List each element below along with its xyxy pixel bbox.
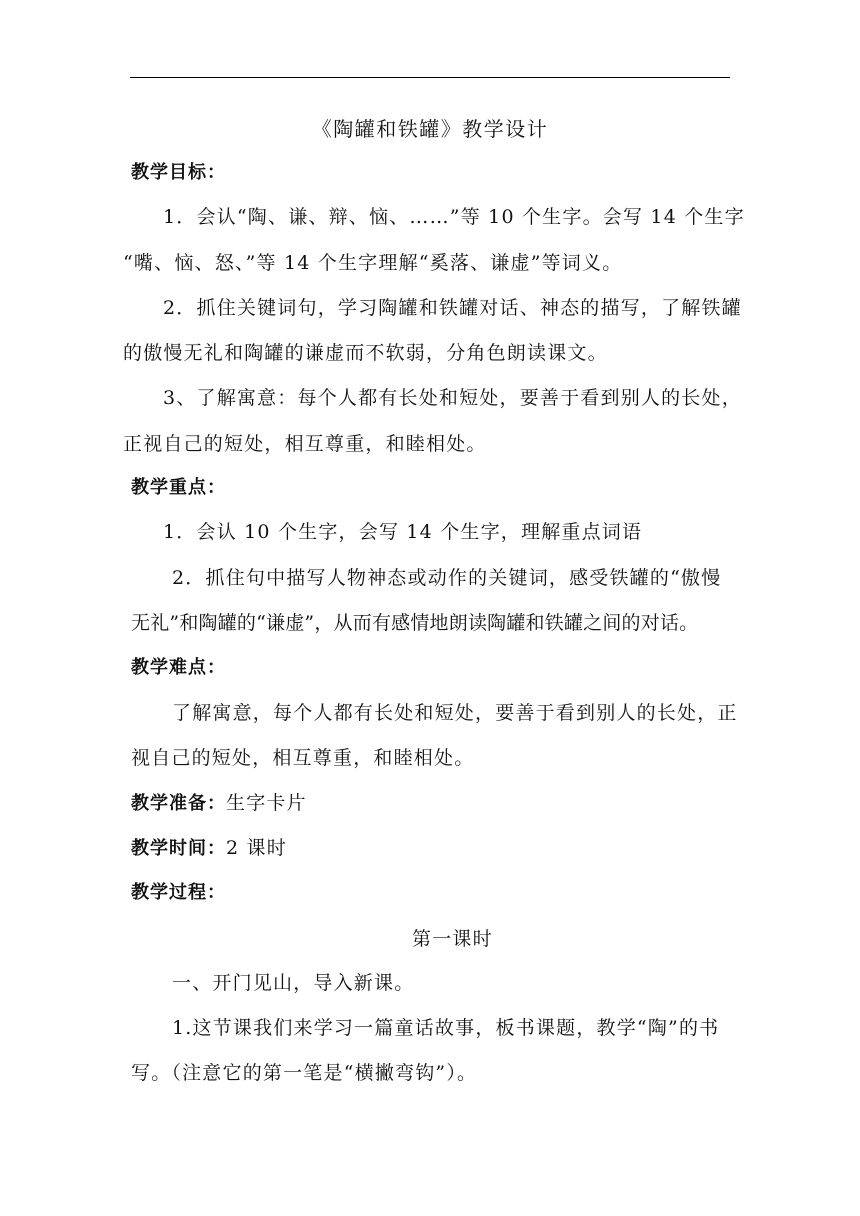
difficulties-heading: 教学难点： — [131, 657, 226, 678]
process-heading: 教学过程： — [131, 882, 226, 903]
difficulty-line-2: 视自己的短处，相互尊重，和睦相处。 — [131, 747, 475, 769]
goal-2-line-2: 的傲慢无礼和陶罐的谦虚而不软弱，分角色朗读课文。 — [123, 342, 608, 364]
goals-heading: 教学目标： — [131, 162, 226, 183]
key-point-2-line-2: 无礼”和陶罐的“谦虚”，从而有感情地朗读陶罐和铁罐之间的对话。 — [131, 612, 699, 634]
preparation-label: 教学准备： — [131, 793, 226, 814]
preparation-row — [131, 791, 307, 816]
time-row — [131, 836, 287, 861]
header-rule — [130, 77, 730, 78]
step-1-line-1: 1.这节课我们来学习一篇童话故事，板书课题，教学“陶”的书 — [172, 1017, 720, 1039]
lesson-title: 第一课时 — [412, 928, 493, 950]
key-points-heading: 教学重点： — [131, 477, 226, 498]
section-1-heading: 一、开门见山，导入新课。 — [172, 972, 415, 994]
goal-1-line-2: “嘴、恼、怒、”等 14 个生字理解“奚落、谦虚”等词义。 — [123, 252, 623, 274]
preparation-value: 生字卡片 — [226, 792, 307, 814]
key-point-2-line-1: 2．抓住句中描写人物神态或动作的关键词，感受铁罐的“傲慢 — [172, 567, 722, 589]
goal-3-line-1: 3、了解寓意：每个人都有长处和短处，要善于看到别人的长处， — [163, 387, 742, 409]
step-1-line-2: 写。（注意它的第一笔是“横撇弯钩”）。 — [131, 1062, 478, 1084]
difficulty-line-1: 了解寓意，每个人都有长处和短处，要善于看到别人的长处，正 — [172, 702, 738, 724]
time-label: 教学时间： — [131, 838, 226, 859]
document-title: 《陶罐和铁罐》教学设计 — [311, 117, 549, 141]
goal-1-line-1: 1．会认“陶、谦、辩、恼、……”等 10 个生字。会写 14 个生字 — [163, 206, 745, 228]
time-value: 2 课时 — [226, 837, 287, 859]
key-point-1: 1．会认 10 个生字，会写 14 个生字，理解重点词语 — [163, 521, 643, 543]
goal-3-line-2: 正视自己的短处，相互尊重，和睦相处。 — [123, 433, 487, 455]
goal-2-line-1: 2．抓住关键词句，学习陶罐和铁罐对话、神态的描写，了解铁罐 — [163, 297, 742, 319]
